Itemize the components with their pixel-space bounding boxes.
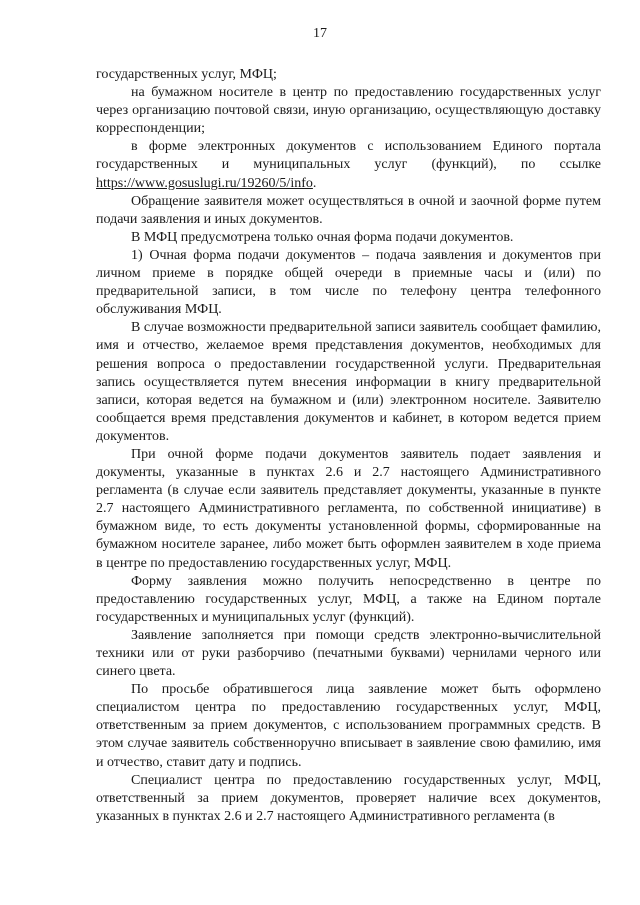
paragraph-5: В МФЦ предусмотрена только очная форма подачи документов. bbox=[131, 229, 514, 245]
paragraph-12: Специалист центра по предоставлению государственных услуг, МФЦ, ответственный за прием документов, проверяет наличие всех документов, указанных в пунктах 2.6 и 2.7 настоящего Административного регламента (в bbox=[96, 772, 601, 824]
paragraph-3-text: в форме электронных документов с использованием Единого портала государственных и муниципальных услуг (функций), по ссылке bbox=[96, 139, 601, 173]
paragraph-6: 1) Очная форма подачи документов – подача заявления и документов при личном приеме в порядке общей очереди в приемные часы и (или) по предварительной записи, в том числе по телефону центра телефонного обслуживания МФЦ. bbox=[96, 247, 601, 318]
paragraph-9: Форму заявления можно получить непосредственно в центре по предоставлению государственных услуг, МФЦ, а также на Едином портале государственных и муниципальных услуг (функций). bbox=[96, 573, 601, 625]
paragraph-7: В случае возможности предварительной записи заявитель сообщает фамилию, имя и отчество, желаемое время представления документов, необходимых для решения вопроса о предоставлении государственной услуги. Предварительная запись осуществляется путем внесения информации в книгу предварительной записи, которая ведется на бумажном и (или) электронном носителе. Заявителю сообщается время представления документов и кабинет, в котором ведется прием документов. bbox=[96, 320, 601, 444]
paragraph-2: на бумажном носителе в центр по предоставлению государственных услуг через организацию почтовой связи, иную организацию, осуществляющую доставку корреспонденции; bbox=[96, 85, 601, 137]
page-number: 17 bbox=[313, 26, 327, 41]
paragraph-8: При очной форме подачи документов заявитель подает заявления и документы, указанные в пунктах 2.6 и 2.7 настоящего Административного регламента (в случае если заявитель представляет документы, указанные в пункте 2.7 настоящего Административного регламента, по собственной инициативе) в бумажном виде, то есть документы установленной формы, сформированные на бумажном носителе заранее, либо может быть оформлен заявителем в ходе приема в центре по предоставлению государственных услуг, МФЦ. bbox=[96, 446, 601, 571]
gosuslugi-link[interactable]: https://www.gosuslugi.ru/19260/5/info bbox=[96, 175, 313, 191]
paragraph-11: По просьбе обратившегося лица заявление может быть оформлено специалистом центра по предоставлению государственных услуг, МФЦ, ответственным за прием документов, с использованием программных средств. В этом случае заявитель собственноручно вписывает в заявление свою фамилию, имя и отчество, ставит дату и подпись. bbox=[96, 682, 601, 770]
paragraph-1: государственных услуг, МФЦ; bbox=[96, 67, 277, 82]
paragraph-4: Обращение заявителя может осуществляться в очной и заочной форме путем подачи заявления и иных документов. bbox=[96, 193, 601, 227]
document-body bbox=[96, 66, 601, 826]
paragraph-3: в форме электронных документов с использованием Единого портала государственных и муниципальных услуг (функций), по ссылке https://www.gosuslugi.ru/19260/5/info. bbox=[96, 139, 601, 191]
paragraph-10: Заявление заполняется при помощи средств электронно-вычислительной техники или от руки разборчиво (печатными буквами) чернилами черного или синего цвета. bbox=[96, 627, 601, 680]
